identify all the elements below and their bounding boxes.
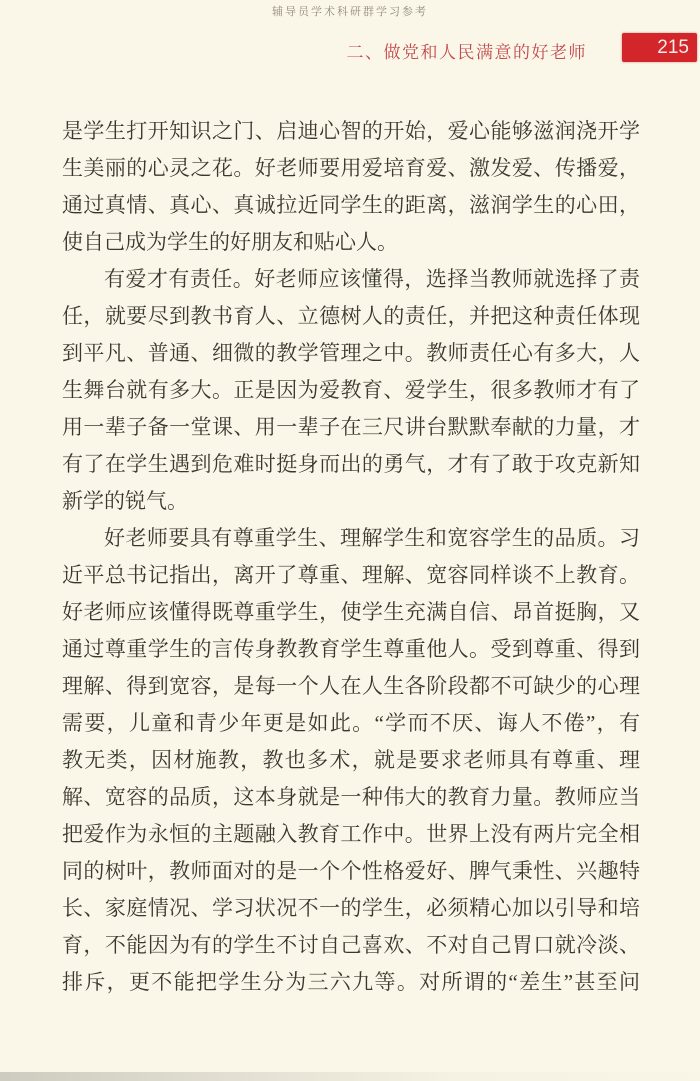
text-line: 好老师应该懂得既尊重学生，使学生充满自信、昂首挺胸，又: [62, 600, 640, 624]
body-text: [62, 113, 640, 1001]
text-line: 有爱才有责任。好老师应该懂得，选择当教师就选择了责: [104, 267, 640, 291]
text-line: 生舞台就有多大。正是因为爱教育、爱学生，很多教师才有了: [62, 378, 640, 402]
text-line: 需要，儿童和青少年更是如此。“学而不厌、诲人不倦”，有: [62, 711, 640, 735]
text-line: 新学的锐气。: [62, 489, 188, 513]
text-line: 把爱作为永恒的主题融入教育工作中。世界上没有两片完全相: [62, 822, 640, 846]
text-line: 同的树叶，教师面对的是一个个性格爱好、脾气秉性、兴趣特: [62, 859, 640, 883]
text-line: 使自己成为学生的好朋友和贴心人。: [62, 230, 398, 254]
text-line: 任，就要尽到教书育人、立德树人的责任，并把这种责任体现: [62, 304, 640, 328]
text-line: 好老师要具有尊重学生、理解学生和宽容学生的品质。习: [104, 526, 640, 550]
text-line: 到平凡、普通、细微的教学管理之中。教师责任心有多大，人: [62, 341, 640, 365]
page-number-badge: 215: [622, 33, 697, 62]
text-line: 育，不能因为有的学生不讨自己喜欢、不对自己胃口就冷淡、: [62, 933, 640, 957]
text-line: 用一辈子备一堂课、用一辈子在三尺讲台默默奉献的力量，才: [62, 415, 640, 439]
text-line: 理解、得到宽容，是每一个人在人生各阶段都不可缺少的心理: [62, 674, 640, 698]
page-bottom-edge: [0, 1072, 700, 1081]
text-line: 是学生打开知识之门、启迪心智的开始，爱心能够滋润浇开学: [62, 119, 640, 143]
text-line: 通过尊重学生的言传身教教育学生尊重他人。受到尊重、得到: [62, 637, 640, 661]
text-line: 有了在学生遇到危难时挺身而出的勇气，才有了敢于攻克新知: [62, 452, 640, 476]
text-line: 近平总书记指出，离开了尊重、理解、宽容同样谈不上教育。: [62, 563, 640, 587]
text-line: 生美丽的心灵之花。好老师要用爱培育爱、激发爱、传播爱，: [62, 156, 640, 180]
running-head-title: 二、做党和人民满意的好老师: [346, 43, 587, 62]
text-line: 长、家庭情况、学习状况不一的学生，必须精心加以引导和培: [62, 896, 640, 920]
text-line: 排斥，更不能把学生分为三六九等。对所谓的“差生”甚至问: [62, 970, 640, 994]
text-line: 通过真情、真心、真诚拉近同学生的距离，滋润学生的心田，: [62, 193, 640, 217]
text-line: 教无类，因材施教，教也多术，就是要求老师具有尊重、理: [62, 748, 640, 772]
top-watermark: 辅导员学术科研群学习参考: [272, 6, 428, 18]
text-line: 解、宽容的品质，这本身就是一种伟大的教育力量。教师应当: [62, 785, 640, 809]
